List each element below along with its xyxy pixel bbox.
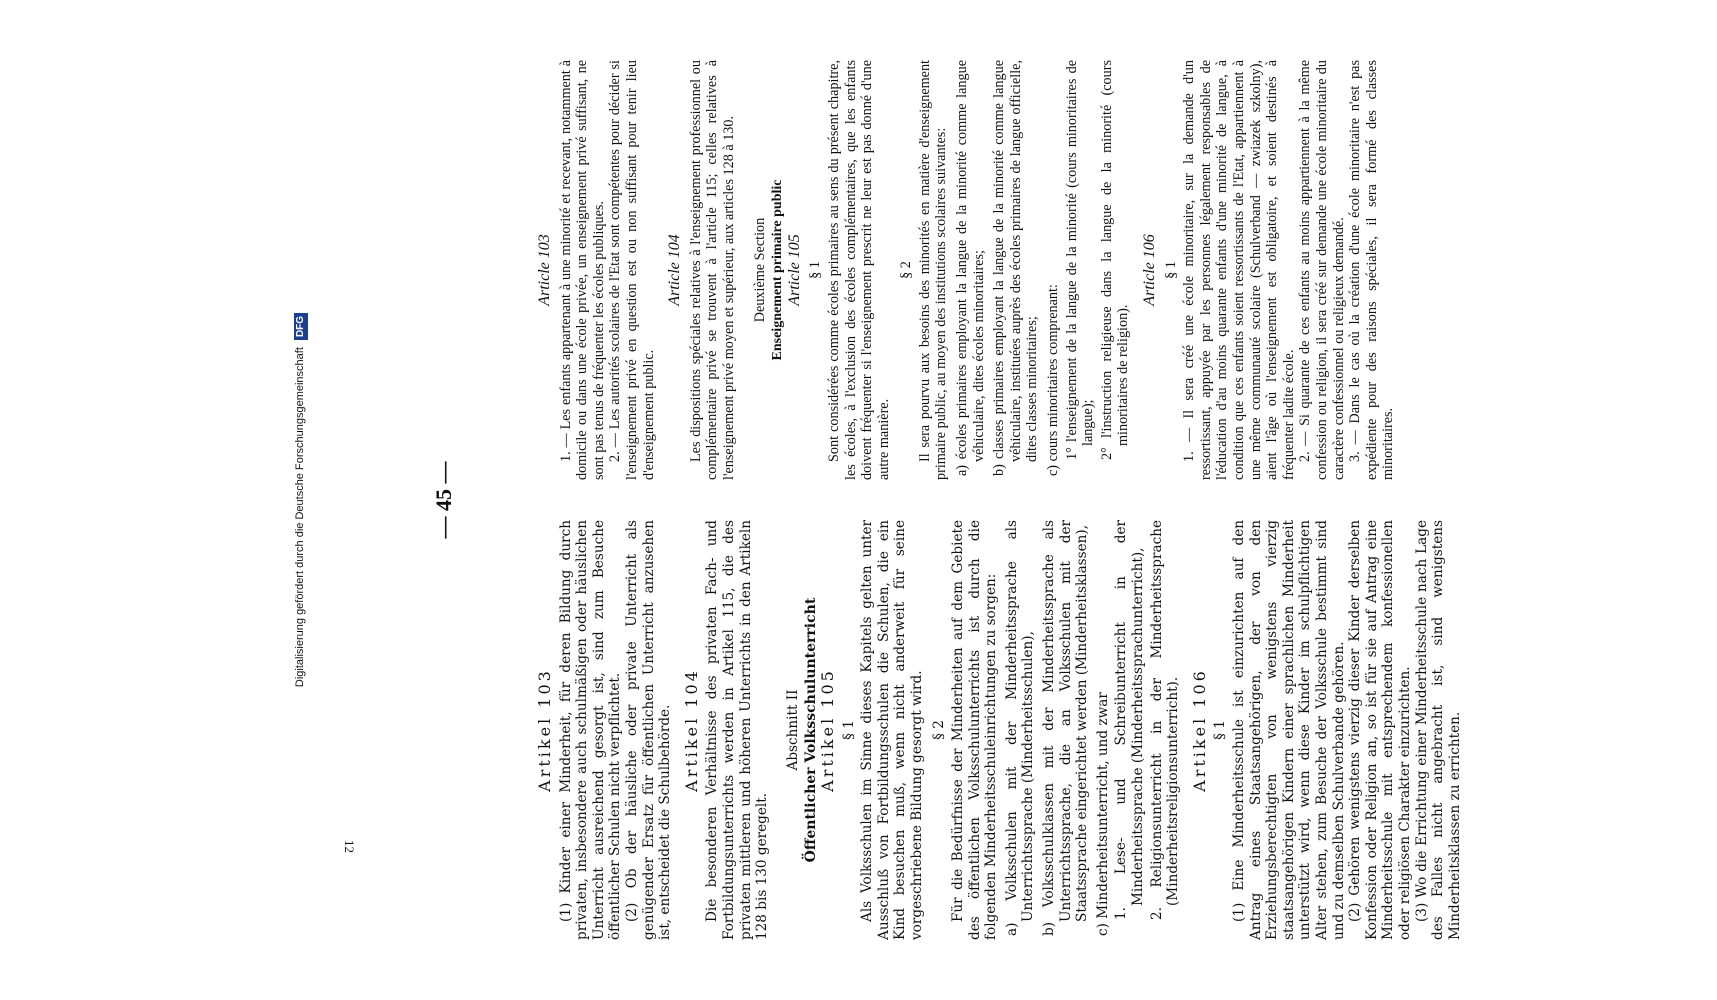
document-page [283, 0, 1717, 1000]
fr-article-106-par-1: § 1 [1162, 261, 1179, 279]
french-column [527, 60, 1397, 480]
de-article-106-title: Artikel 106 [1189, 668, 1209, 792]
de-article-106-text-1: (1) Eine Minderheitsschule ist einzurichten auf den Antrag eines Staatsangehörigen, der von den Erziehungsberechtigten von wenigstens vierzig staatsangehörigen Kindern einer sprachlichen Minderheit unterstützt wird, wenn diese Kinder im schulpflichtigen Alter stehen, zum Besuche der Volksschule bestimmt sind und zu demselben Schulverbande gehören. [1230, 520, 1347, 940]
digitization-credit [289, 0, 311, 1000]
fr-article-105-text-2: Il sera pourvu aux besoins des minorités en matière d'enseignement primaire public, au moyen des institutions scolaires suivantes: [916, 60, 950, 480]
de-article-106-text-3: (3) Wo die Errichtung einer Minderheitsschule nach Lage des Falles nicht angebracht ist, sind wenigstens Minderheitsklassen zu errichten. [1413, 520, 1463, 940]
dfg-logo: DFG [294, 313, 308, 340]
fr-article-106-text-1: 1. — Il sera créé une école minoritaire, sur la demande d'un ressortissant, appuyée par les personnes légalement responsables de l'éducation d'au moins quarante enfants d'une minorité de langue, à condition que ces enfants soient ressortissants de l'Etat, appartiennent à une même communauté scolaire (Schulverband — zwiazek szkolny), aient l'âge où l'enseignement est obligatoire, et soient destinés à fréquenter ladite école. [1181, 60, 1297, 480]
de-article-105-item-b: b) Volksschulklassen mit der Minderheitssprache als Unterrichtssprache, die an Volksschulen mit der Staatssprache eingerichtet werden (Minderheitsklassen), [1041, 520, 1091, 936]
fr-article-105-item-c1: 1° l'enseignement de la langue de la minorité (cours minoritaires de langue); [1063, 60, 1097, 460]
de-article-105-item-c1: 1. Lese- und Schreibunterricht in der Minderheitssprache (Minderheitssprachunterricht), [1113, 520, 1146, 920]
fr-article-105-text-1: Sont considérées comme écoles primaires au sens du présent chapitre, les écoles, à l'exclusion des écoles complémentaires, que les enfants doivent fréquenter si l'enseignement prescrit ne leur est pas donné d'une autre manière. [825, 60, 892, 480]
de-article-103-para-1: (1) Kinder einer Minderheit, für deren Bildung durch privaten, insbesondere auch schulmäßigen oder häuslichen Unterricht ausreichend gesorgt ist, sind zum Besuche öffentlicher Schulen nicht verpflichtet. [557, 520, 624, 940]
de-section-title: Öffentlicher Volksschulunterricht [803, 597, 820, 863]
de-article-105-text-2: Für die Bedürfnisse der Minderheiten auf dem Gebiete des öffentlichen Volksschulunterrichts ist durch die folgenden Minderheitsschuleinrichtungen zu sorgen: [950, 520, 1000, 940]
de-article-105-item-a: a) Volksschulen mit der Minderheitssprache als Unterrichtssprache (Minderheitsschulen), [1003, 520, 1037, 936]
footer-page-number: 12 [342, 840, 357, 853]
page-header: — 45 — [431, 461, 456, 539]
fr-section-label: Deuxième Section [751, 217, 768, 323]
fr-article-104-title: Article 104 [666, 234, 684, 306]
de-article-104-title: Artikel 104 [681, 668, 701, 792]
fr-article-104-para-1: Les dispositions spéciales relatives à l'enseignement professionnel ou complémentaire privé se trouvent à l'article 115; celles relatives à l'enseignement privé moyen et supérieur, aux articles 128 à 130. [687, 60, 737, 480]
fr-article-103-para-1: 1. — Les enfants appartenant à une minorité et recevant, notamment à domicile ou dans une école privée, un enseignement privé suffisant, ne sont pas tenus de fréquenter les écoles publiques. [557, 60, 607, 480]
de-article-106-par-1: § 1 [1212, 720, 1229, 740]
fr-article-106-text-3: 3. — Dans le cas où la création d'une école minoritaire n'est pas expédiente pour des raisons spéciales, il sera formé des classes minoritaires. [1347, 60, 1397, 480]
german-column [527, 520, 1463, 940]
fr-article-105-par-1: § 1 [807, 261, 824, 279]
fr-article-105-title: Article 105 [785, 234, 803, 306]
de-article-105-item-c: c) Minderheitsunterricht, und zwar [1094, 692, 1111, 936]
fr-article-103-title: Article 103 [536, 234, 553, 306]
digitization-credit-text: Digitalisierung gefördert durch die Deutsche Forschungsgemeinschaft [294, 347, 306, 688]
fr-article-105-item-a: a) écoles primaires employant la langue de la minorité comme langue véhiculaire, dites écoles minoritaires; [954, 60, 987, 476]
de-article-105-par-1: § 1 [840, 720, 857, 740]
fr-article-105-item-c: c) cours minoritaires comprenant: [1045, 284, 1062, 476]
fr-section-title: Enseignement primaire public [770, 179, 786, 361]
de-article-103-para-2: (2) Ob der häusliche oder private Unterricht als genügender Ersatz für öffentlichen Unterricht anzusehen ist, entscheidet die Schulbehörde. [623, 520, 674, 940]
de-article-105-par-2: § 2 [931, 720, 948, 740]
fr-article-106-title: Article 106 [1141, 234, 1158, 306]
fr-article-105-par-2: § 2 [898, 261, 915, 279]
de-article-106-text-2: (2) Gehören wenigstens vierzig dieser Kinder derselben Konfession oder Religion an, so ist für sie auf Antrag eine Minderheitsschule mit entsprechendem konfessionellen oder religiösen Charakter einzurichten. [1347, 520, 1413, 940]
fr-article-105-item-c2: 2° l'instruction religieuse dans la langue de la minorité (cours minoritaires de religion). [1098, 60, 1132, 460]
de-article-105-text-1: Als Volksschulen im Sinne dieses Kapitels gelten unter Ausschluß von Fortbildungsschulen die Schulen, die ein Kind besuchen muß, wenn nicht anderweit für seine vorgeschriebene Bildung gesorgt wird. [859, 520, 925, 940]
de-article-104-para-1: Die besonderen Verhältnisse des privaten Fach- und Fortbildungsunterrichts werden in Artikel 115, die des privaten mittleren und höheren Unterrichts in den Artikeln 128 bis 130 geregelt. [704, 520, 771, 940]
fr-article-105-item-b: b) classes primaires employant la langue de la minorité comme langue véhiculaire, instituées auprès des écoles primaires de langue officielle, dites classes minoritaires; [991, 60, 1041, 476]
fr-article-103-para-2: 2. — Les autorités scolaires de l'Etat sont compétentes pour décider si l'enseignement privé en question est ou non suffisant pour tenir lieu d'enseignement public. [607, 60, 657, 480]
de-article-105-item-c2: 2. Religionsunterricht in der Minderheitssprache (Minderheitsreligionsunterricht). [1148, 520, 1182, 920]
de-section-label: Abschnitt II [784, 689, 801, 771]
de-article-103-title: Artikel 103 [535, 668, 554, 792]
fr-article-106-text-2: 2. — Si quarante de ces enfants au moins appartiennent à la même confession ou religion, il sera créé sur demande une école minoritaire du caractère confessionnel ou religieux demandé. [1297, 60, 1347, 480]
de-article-105-title: Artikel 105 [817, 668, 837, 792]
